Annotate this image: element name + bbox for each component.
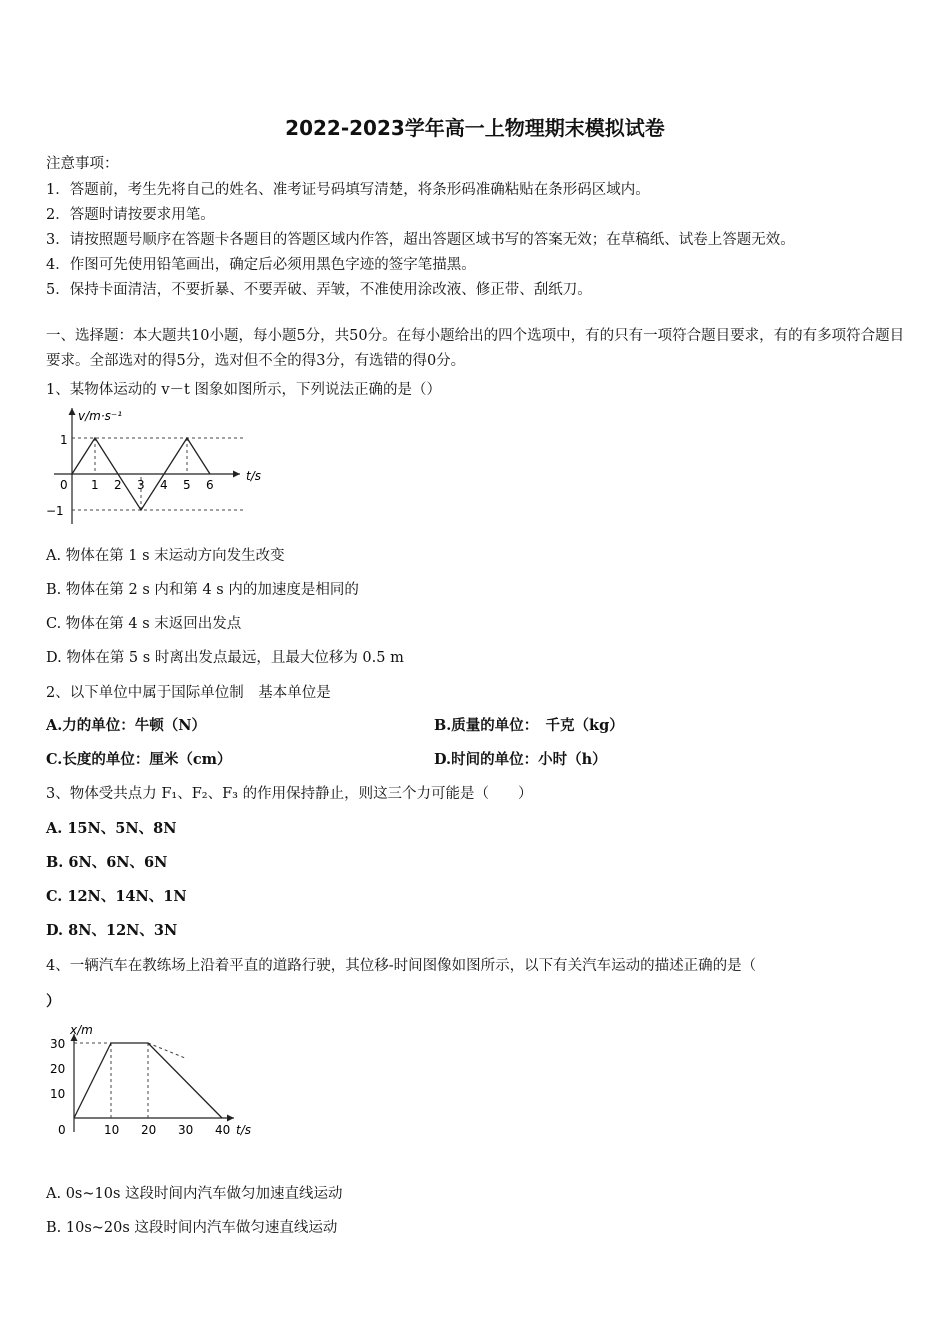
notice-item: 1．答题前，考生先将自己的姓名、准考证号码填写清楚，将条形码准确粘贴在条形码区域内。 [46, 182, 650, 198]
question-3-option-a: A. 15N、5N、8N [46, 820, 177, 837]
x-tick-label: 5 [183, 478, 191, 492]
question-3-option-d: D. 8N、12N、3N [46, 922, 178, 939]
x-axis-label: t/s [236, 1123, 251, 1137]
notice-item: 3．请按照题号顺序在答题卡各题目的答题区域内作答，超出答题区域书写的答案无效；在草稿纸、试卷上答题无效。 [46, 232, 795, 248]
question-4-option-a: A. 0s~10s 这段时间内汽车做匀加速直线运动 [46, 1186, 343, 1202]
notice-item: 5．保持卡面清洁，不要折暴、不要弄破、弄皱，不准使用涂改液、修正带、刮纸刀。 [46, 282, 592, 298]
y-axis-label: x/m [70, 1023, 93, 1037]
y-tick-label: 1 [60, 433, 68, 447]
question-2-stem: 2、以下单位中属于国际单位制 基本单位是 [46, 685, 331, 701]
question-2-option-d: D.时间的单位：小时（h） [434, 751, 607, 768]
guide-line [148, 1043, 185, 1058]
question-3-option-c: C. 12N、14N、1N [46, 888, 187, 905]
x-tick-label: 1 [91, 478, 99, 492]
question-2-option-a: A.力的单位：牛顿（N） [46, 717, 207, 734]
question-4-option-b: B. 10s~20s 这段时间内汽车做匀速直线运动 [46, 1220, 338, 1236]
question-1-option-a: A. 物体在第 1 s 末运动方向发生改变 [46, 548, 285, 564]
y-tick-label: 10 [50, 1087, 66, 1101]
vt-graph [44, 402, 274, 532]
question-3-stem: 3、物体受共点力 F₁、F₂、F₃ 的作用保持静止，则这三个力可能是（ ） [46, 786, 533, 802]
x-tick-label: 0 [60, 478, 68, 492]
guide-lines [74, 1043, 185, 1118]
x-tick-label: 20 [141, 1123, 157, 1137]
question-1-stem: 1、某物体运动的 v－t 图象如图所示，下列说法正确的是（） [46, 382, 441, 398]
x-tick-label: 4 [160, 478, 168, 492]
question-1-option-d: D. 物体在第 5 s 时离出发点最远，且最大位移为 0.5 m [46, 650, 404, 666]
question-1-option-b: B. 物体在第 2 s 内和第 4 s 内的加速度是相同的 [46, 582, 359, 598]
x-tick-label: 0 [58, 1123, 66, 1137]
x-axis-label: t/s [246, 469, 261, 483]
notice-item: 2．答题时请按要求用笔。 [46, 207, 215, 223]
x-tick-label: 10 [104, 1123, 120, 1137]
y-tick-label: 30 [50, 1037, 66, 1051]
question-2-option-c: C.长度的单位：厘米（cm） [46, 751, 232, 768]
x-tick-label: 3 [137, 478, 145, 492]
section-heading: 一、选择题：本大题共10小题，每小题5分，共50分。在每小题给出的四个选项中，有的只有一项符合题目要求，有的有多项符合题目要求。全部选对的得5分，选对但不全的得3分，有选错的得0分。 [46, 328, 905, 369]
x-tick-label: 2 [114, 478, 122, 492]
y-tick-label: 20 [50, 1062, 66, 1076]
x-tick-label: 6 [206, 478, 214, 492]
x-tick-labels [58, 1123, 230, 1137]
question-4-stem: 4、一辆汽车在教练场上沿着平直的道路行驶，其位移-时间图像如图所示，以下有关汽车运动的描述正确的是（ [46, 958, 757, 974]
question-4-stem-end: ） [46, 993, 61, 1010]
x-tick-labels [60, 478, 214, 492]
y-tick-labels [50, 1037, 65, 1101]
y-axis-label: v/m·s⁻¹ [78, 409, 123, 423]
question-2-option-b: B.质量的单位： 千克（kg） [434, 717, 624, 734]
page-title: 2022-2023学年高一上物理期末模拟试卷 [285, 116, 665, 140]
x-tick-label: 40 [215, 1123, 231, 1137]
x-tick-label: 30 [178, 1123, 194, 1137]
notice-item: 4．作图可先使用铅笔画出，确定后必须用黑色字迹的签字笔描黑。 [46, 257, 476, 273]
y-tick-label: −1 [46, 504, 64, 518]
notice-heading: 注意事项： [46, 156, 119, 172]
xt-graph [44, 1022, 264, 1144]
question-3-option-b: B. 6N、6N、6N [46, 854, 168, 871]
question-1-option-c: C. 物体在第 4 s 末返回出发点 [46, 616, 242, 632]
